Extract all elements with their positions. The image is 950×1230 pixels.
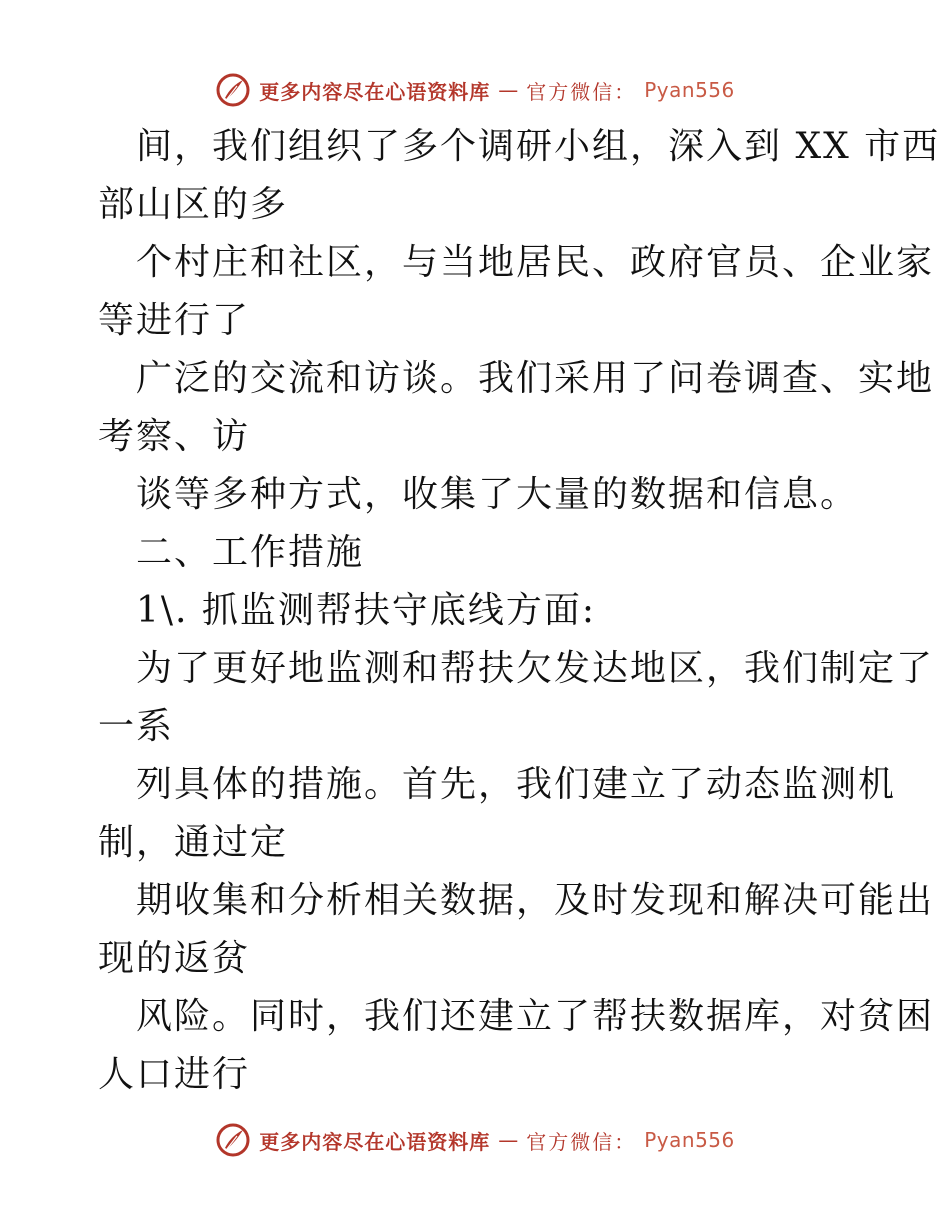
watermark-title: 更多内容尽在心语资料库 (259, 1129, 491, 1154)
footer-watermark (0, 1118, 950, 1162)
text-line: 等进行了 (98, 300, 251, 341)
text-line: 列具体的措施。首先，我们建立了动态监测机 (136, 764, 897, 805)
watermark-subtitle: 官方微信： (526, 79, 637, 104)
feather-pen-logo-icon (215, 72, 251, 108)
text-line: 现的返贫 (98, 938, 251, 979)
header-watermark (0, 68, 950, 112)
text-line: 个村庄和社区，与当地居民、政府官员、企业家 (136, 242, 935, 283)
text-line: 间，我们组织了多个调研小组，深入到 XX 市西 (136, 126, 941, 167)
watermark-wechat-id: Pyan556 (644, 78, 735, 102)
text-line: 考察、访 (98, 416, 251, 457)
watermark-separator: — (498, 78, 519, 102)
text-line: 为了更好地监测和帮扶欠发达地区，我们制定了 (136, 648, 935, 689)
watermark-subtitle: 官方微信： (526, 1129, 637, 1154)
text-line: 风险。同时，我们还建立了帮扶数据库，对贫困 (136, 996, 935, 1037)
text-line: 谈等多种方式，收集了大量的数据和信息。 (136, 474, 859, 515)
watermark-separator: — (498, 1128, 519, 1152)
text-line: 期收集和分析相关数据，及时发现和解决可能出 (136, 880, 935, 921)
watermark-wechat-id: Pyan556 (644, 1128, 735, 1152)
document-body (98, 118, 941, 1104)
watermark-title: 更多内容尽在心语资料库 (259, 79, 491, 104)
text-line: 广泛的交流和访谈。我们采用了问卷调查、实地 (136, 358, 935, 399)
text-line: 一系 (98, 706, 175, 747)
text-line: 人口进行 (98, 1054, 251, 1095)
subsection-heading: 1\. 抓监测帮扶守底线方面: (136, 590, 597, 631)
text-line: 部山区的多 (98, 184, 289, 225)
feather-pen-logo-icon (215, 1122, 251, 1158)
text-line: 制，通过定 (98, 822, 289, 863)
section-heading: 二、工作措施 (136, 532, 365, 573)
